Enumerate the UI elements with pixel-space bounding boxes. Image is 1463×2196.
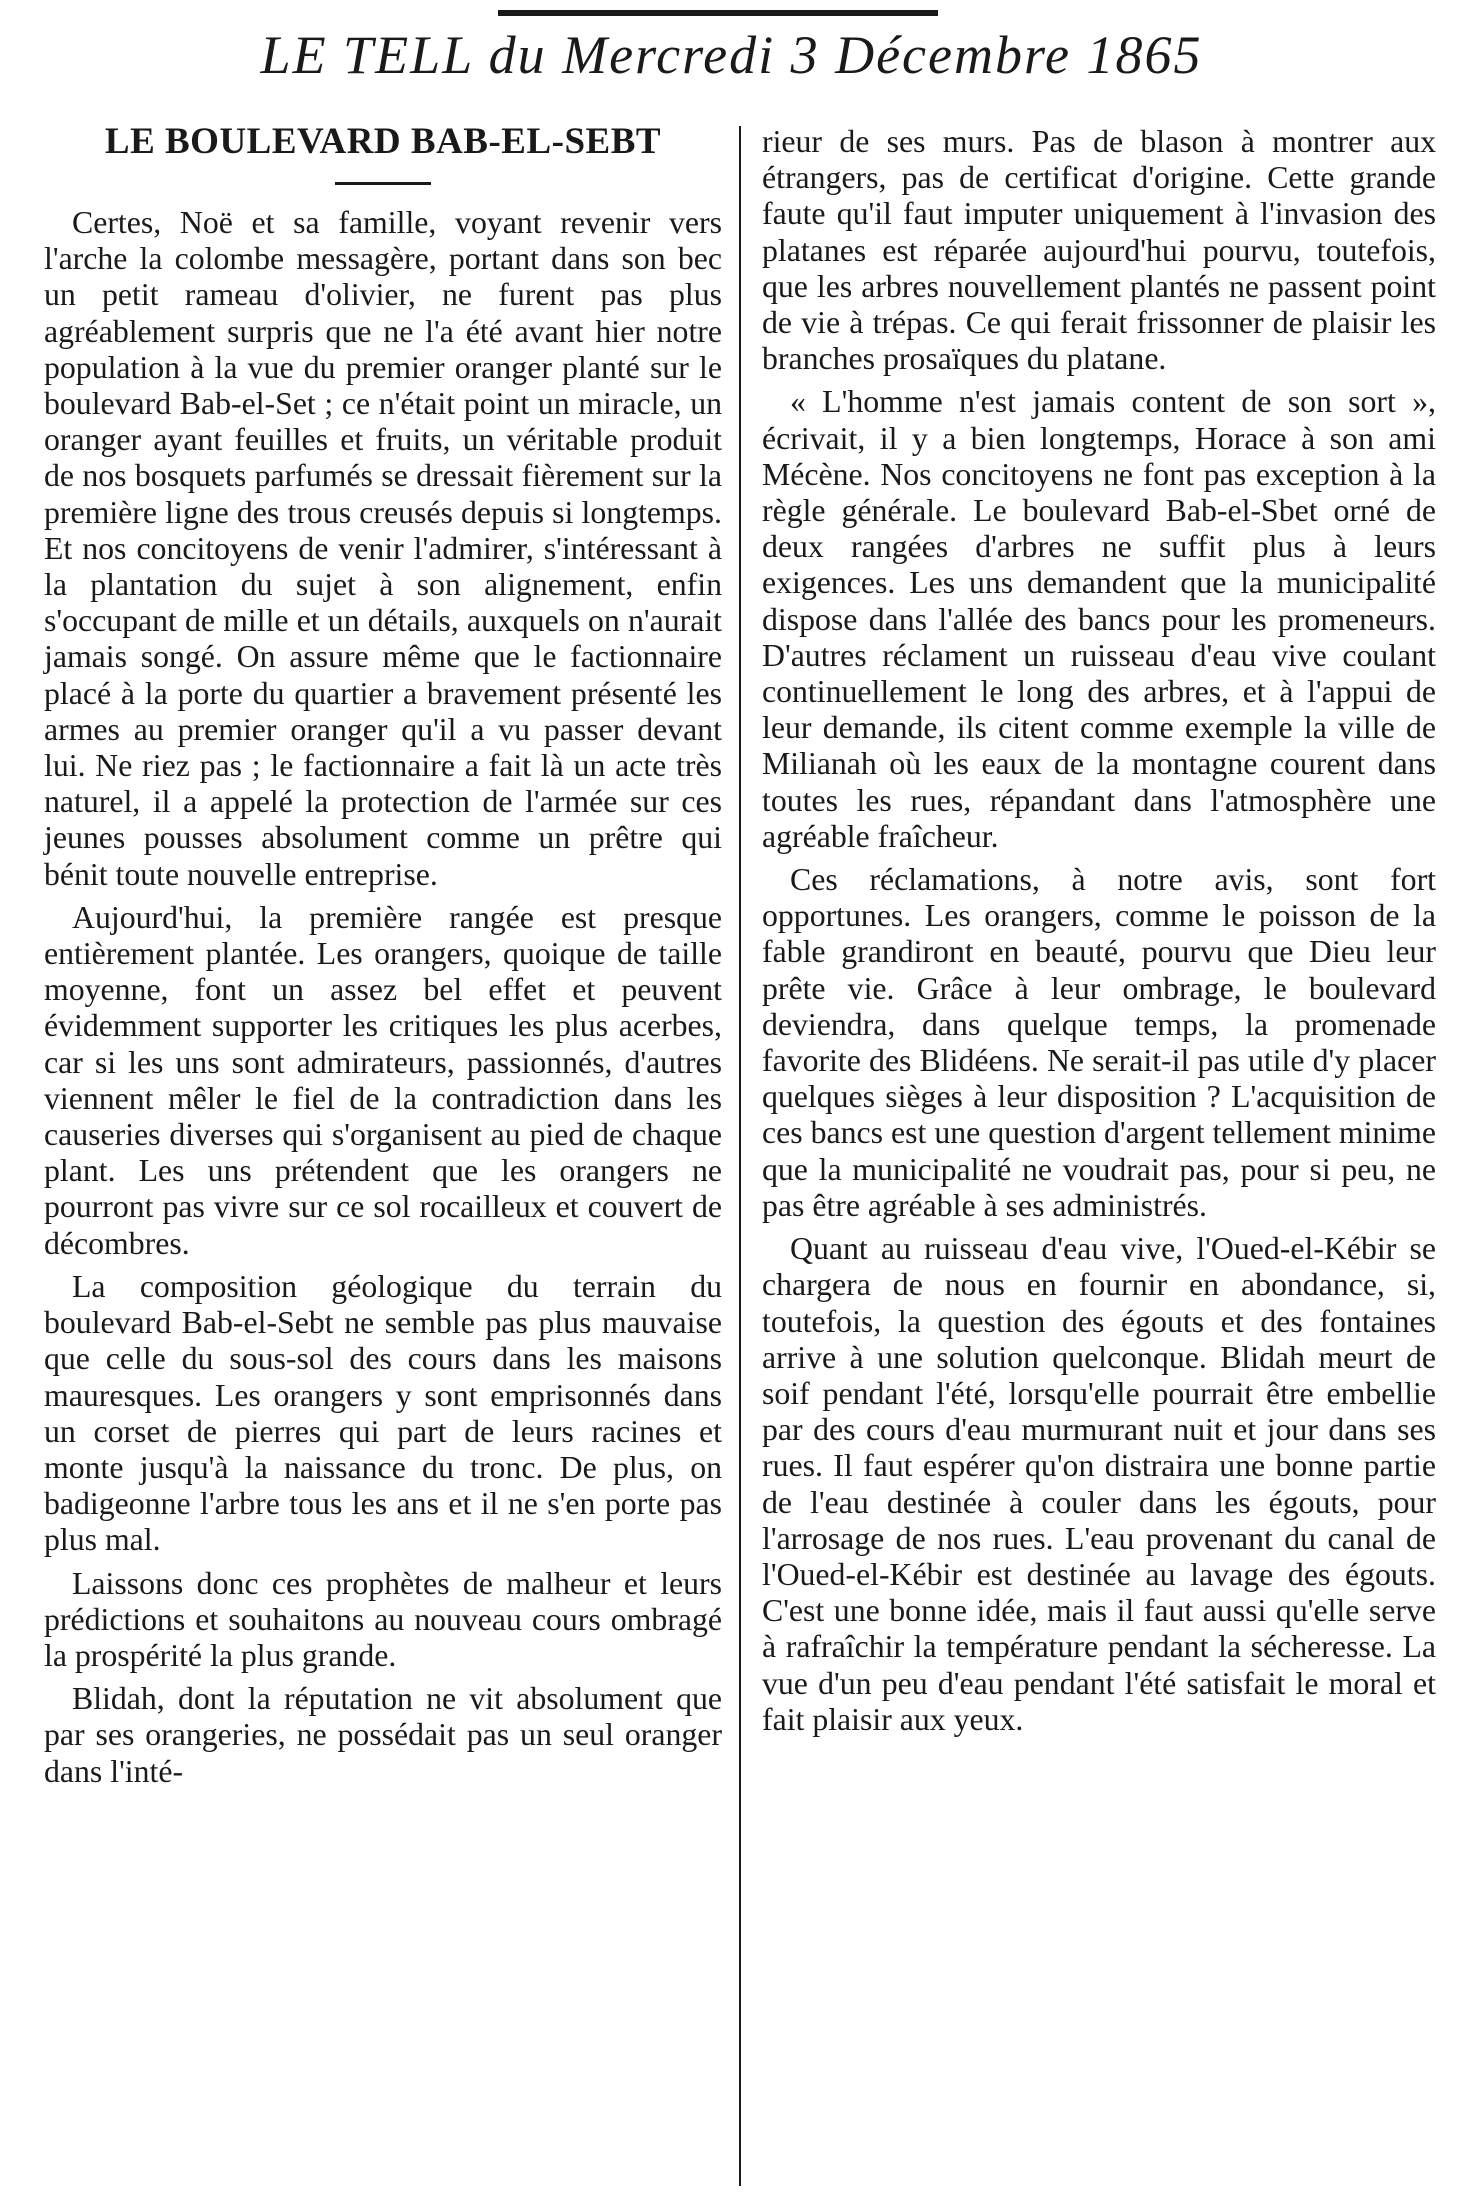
article-right-column (762, 124, 1436, 1745)
headline-rule (335, 182, 431, 185)
article-paragraph: Certes, Noë et sa famille, voyant revenir vers l'arche la colombe messagère, portant dans son bec un petit rameau d'olivier, ne furent pas plus agréablement surpris que ne l'a été avant hier notre population à la vue du premier oranger planté sur le boulevard Bab-el-Set ; ce n'était point un miracle, un oranger ayant feuilles et fruits, un véritable produit de nos bosquets parfumés se dressait fièrement sur la première ligne des trous creusés depuis si longtemps. Et nos concitoyens de venir l'admirer, s'intéressant à la plantation du sujet à son alignement, enfin s'occupant de mille et un détails, auxquels on n'aurait jamais songé. On assure même que le factionnaire placé à la porte du quartier a bravement présenté les armes au premier oranger qu'il a vu passer devant lui. Ne riez pas ; le factionnaire a fait là un acte très naturel, il a appelé la protection de l'armée sur ces jeunes pousses absolument comme un prêtre qui bénit toute nouvelle entreprise. (44, 205, 722, 892)
masthead-top-rule (498, 10, 938, 16)
article-paragraph: Quant au ruisseau d'eau vive, l'Oued-el-Kébir se chargera de nous en fournir en abondance, si, toutefois, la question des égouts et des fontaines arrive à une solution quelconque. Blidah meurt de soif pendant l'été, lorsqu'elle pourrait être embellie par des cours d'eau murmurant nuit et jour dans ses rues. Il faut espérer qu'on distraira une bonne partie de l'eau destinée à couler dans les égouts, pour l'arrosage de nos rues. L'eau provenant du canal de l'Oued-el-Kébir est destinée au lavage des égouts. C'est une bonne idée, mais il faut aussi qu'elle serve à rafraîchir la température pendant la sécheresse. La vue d'un peu d'eau pendant l'été satisfait le moral et fait plaisir aux yeux. (762, 1231, 1436, 1737)
article-paragraph: rieur de ses murs. Pas de blason à montrer aux étrangers, pas de certificat d'origine. Cette grande faute qu'il faut imputer uniquement à l'invasion des platanes est réparée aujourd'hui pourvu, toutefois, que les arbres nouvellement plantés ne passent point de vie à trépas. Ce qui ferait frissonner de plaisir les branches prosaïques du platane. (762, 124, 1436, 377)
article-paragraph: Blidah, dont la réputation ne vit absolument que par ses orangeries, ne possédait pas un seul oranger dans l'inté- (44, 1681, 722, 1789)
article-paragraph: La composition géologique du terrain du boulevard Bab-el-Sebt ne semble pas plus mauvaise que celle du sous-sol des cours dans les maisons mauresques. Les orangers y sont emprisonnés dans un corset de pierres qui part de leurs racines et monte jusqu'à la naissance du tronc. De plus, on badigeonne l'arbre tous les ans et il ne s'en porte pas plus mal. (44, 1268, 722, 1558)
column-divider (739, 126, 741, 2186)
article-paragraph: Aujourd'hui, la première rangée est presque entièrement plantée. Les orangers, quoique de taille moyenne, font un assez bel effet et peuvent évidemment supporter les critiques les plus acerbes, car si les uns sont admirateurs, passionnés, d'autres viennent mêler le fiel de la contradiction dans les causeries diverses qui s'organisent au pied de chaque plant. Les uns prétendent que les orangers ne pourront pas vivre sur ce sol rocailleux et couvert de décombres. (44, 899, 722, 1261)
article-paragraph: « L'homme n'est jamais content de son sort », écrivait, il y a bien longtemps, Horace à son ami Mécène. Nos concitoyens ne font pas exception à la règle générale. Le boulevard Bab-el-Sbet orné de deux rangées d'arbres ne suffit plus à leurs exigences. Les uns demandent que la municipalité dispose dans l'allée des bancs pour les promeneurs. D'autres réclament un ruisseau d'eau vive coulant continuellement le long des arbres, et à l'appui de leur demande, ils citent comme exemple la ville de Milianah où les eaux de la montagne courent dans toutes les rues, répandant dans l'atmosphère une agréable fraîcheur. (762, 384, 1436, 854)
article-left-column (44, 120, 722, 1797)
masthead-title: LE TELL du Mercredi 3 Décembre 1865 (260, 25, 1203, 85)
article-paragraph: Ces réclamations, à notre avis, sont fort opportunes. Les orangers, comme le poisson de la fable grandiront en beauté, pourvu que Dieu leur prête vie. Grâce à leur ombrage, le boulevard deviendra, dans quelque temps, la promenade favorite des Blidéens. Ne serait-il pas utile d'y placer quelques sièges à leur disposition ? L'acquisition de ces bancs est une question d'argent tellement minime que la municipalité ne voudrait pas, pour si peu, ne pas être agréable à ses administrés. (762, 862, 1436, 1223)
article-headline: LE BOULEVARD BAB-EL-SEBT (104, 121, 662, 162)
article-paragraph: Laissons donc ces prophètes de malheur et leurs prédictions et souhaitons au nouveau cours ombragé la prospérité la plus grande. (44, 1565, 722, 1673)
